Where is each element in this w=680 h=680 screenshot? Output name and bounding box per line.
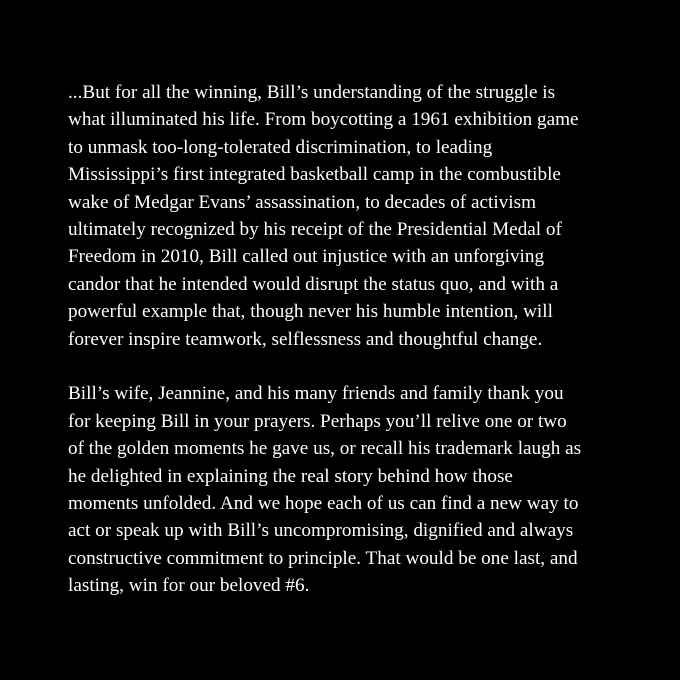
text-line: ...But for all the winning, Bill’s understanding of the struggle is [68, 82, 556, 103]
text-line: Bill’s wife, Jeannine, and his many friends and family thank you [68, 383, 564, 405]
text-line: forever inspire teamwork, selflessness and thoughtful change. [68, 328, 543, 350]
text-line: moments unfolded. And we hope each of us can find a new way to [68, 493, 579, 515]
text-line: act or speak up with Bill’s uncompromising, dignified and always [68, 520, 574, 542]
text-line: Freedom in 2010, Bill called out injustice with an unforgiving [68, 246, 545, 268]
statement-text [68, 79, 628, 600]
text-line: powerful example that, though never his humble intention, will [68, 301, 553, 323]
text-line: ultimately recognized by his receipt of the Presidential Medal of [68, 219, 562, 241]
text-line: to unmask too-long-tolerated discrimination, to leading [68, 136, 493, 158]
text-line: lasting, win for our beloved #6. [68, 575, 310, 597]
text-line: what illuminated his life. From boycotting a 1961 exhibition game [68, 109, 579, 131]
text-line: for keeping Bill in your prayers. Perhaps you’ll relive one or two [68, 410, 567, 432]
text-line: Mississippi’s first integrated basketball camp in the combustible [68, 164, 561, 186]
text-line: he delighted in explaining the real story behind how those [68, 465, 513, 487]
text-line: constructive commitment to principle. That would be one last, and [68, 547, 578, 569]
text-line: candor that he intended would disrupt the status quo, and with a [68, 273, 559, 295]
text-line: of the golden moments he gave us, or recall his trademark laugh as [68, 438, 582, 460]
text-line: wake of Medgar Evans’ assassination, to decades of activism [68, 191, 536, 213]
paragraph-legacy [68, 79, 628, 353]
paragraph-family-thanks [68, 380, 628, 599]
